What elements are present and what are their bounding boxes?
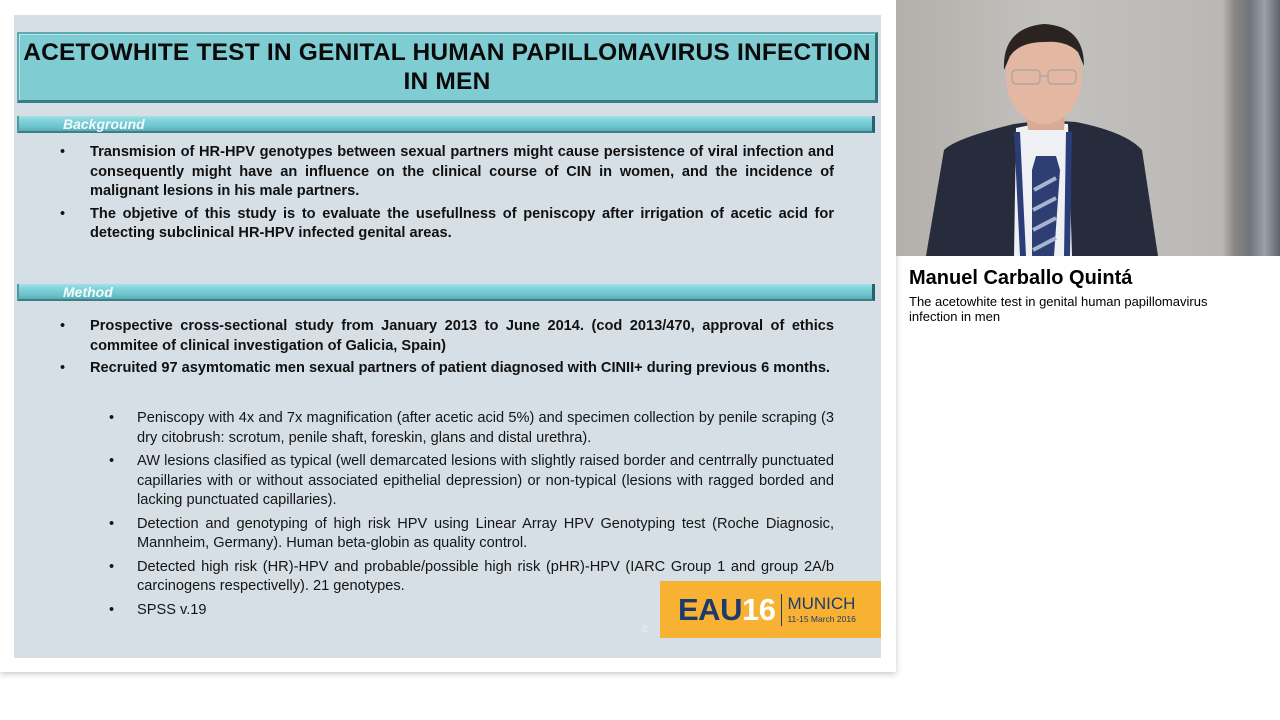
- logo-city-block: [787, 595, 855, 624]
- background-bullet-list: [58, 143, 834, 247]
- speaker-video[interactable]: [896, 0, 1280, 256]
- method-bullet-list: [58, 317, 834, 382]
- logo-divider: [781, 594, 782, 626]
- talk-title: The acetowhite test in genital human papillomavirus infection in men: [909, 294, 1208, 324]
- bullet-item: • Recruited 97 asymtomatic men sexual partners of patient diagnosed with CINII+ during previous 6 months.: [58, 359, 834, 379]
- section-heading: Method: [63, 284, 113, 300]
- section-header-background: [17, 116, 875, 133]
- bullet-item: • Transmision of HR-HPV genotypes between sexual partners might cause persistence of viral infection and consequently might have an influence on the clinical course of CIN in women, and the incidence of malignant lesions in his male partners.: [58, 143, 834, 202]
- section-heading: Background: [63, 116, 145, 132]
- sub-bullet-item: • SPSS v.19: [106, 601, 834, 621]
- eau16-munich-logo: [660, 581, 881, 638]
- logo-year-number: 16: [741, 591, 776, 627]
- logo-eau-text: EAU: [678, 591, 742, 627]
- sub-bullet-item: • AW lesions clasified as typical (well demarcated lesions with slightly raised border and centrrally punctuated capillaries with or without associated epithelial depression) or non-typical (lesions with ragged borded and lacking punctuated capillaries).: [106, 452, 834, 511]
- logo-dates: 11-15 March 2016: [787, 614, 856, 625]
- slide-title-box: [17, 32, 878, 103]
- sub-bullet-item: • Detected high risk (HR)-HPV and probable/possible high risk (pHR)-HPV (IARC Group 1 and group 2A/b carcinogens respectivelly). 21 genotypes.: [106, 558, 834, 597]
- presentation-slide: [14, 15, 881, 658]
- speaker-portrait-icon: [896, 0, 1280, 256]
- speaker-name: Manuel Carballo Quintá: [909, 267, 1133, 289]
- bullet-item: • The objetive of this study is to evaluate the usefullness of peniscopy after irrigation of acetic acid for detecting subclinical HR-HPV infected genital areas.: [58, 205, 834, 244]
- section-header-method: [17, 284, 875, 301]
- slide-title: ACETOWHITE TEST IN GENITAL HUMAN PAPILLOMAVIRUS INFECTION IN MEN: [23, 39, 871, 95]
- copyright-mark: ©: [642, 624, 649, 634]
- sub-bullet-item: • Peniscopy with 4x and 7x magnification (after acetic acid 5%) and specimen collection by penile scraping (3 dry citobrush: scrotum, penile shaft, foreskin, glans and distal urethra).: [106, 409, 834, 448]
- sub-bullet-item: • Detection and genotyping of high risk HPV using Linear Array HPV Genotyping test (Roche Diagnosic, Mannheim, Germany). Human beta-globin as quality control.: [106, 515, 834, 554]
- bullet-item: • Prospective cross-sectional study from January 2013 to June 2014. (cod 2013/470, approval of ethics commitee of clinical investigation of Galicia, Spain): [58, 317, 834, 356]
- logo-city: MUNICH: [787, 594, 856, 614]
